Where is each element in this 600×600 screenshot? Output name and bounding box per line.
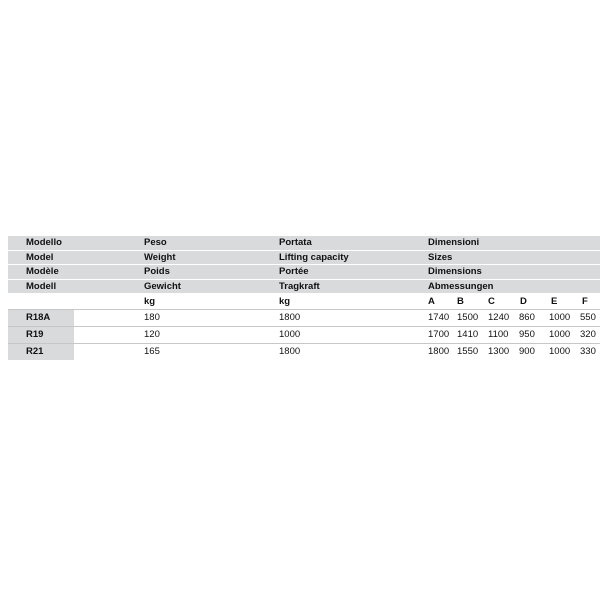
dim-f-value: 550 bbox=[580, 312, 596, 323]
header-model-label: Model bbox=[26, 251, 54, 263]
weight-value: 165 bbox=[144, 346, 160, 357]
header-row-italian bbox=[8, 236, 600, 251]
header-weight-label: Poids bbox=[144, 266, 170, 277]
dimension-letter-a: A bbox=[428, 296, 435, 307]
header-capacity-label: Portata bbox=[279, 237, 312, 248]
dim-f-value: 320 bbox=[580, 329, 596, 340]
header-weight-label: Gewicht bbox=[144, 280, 181, 292]
header-row-german bbox=[8, 280, 600, 294]
model-name: R18A bbox=[26, 312, 51, 323]
header-capacity-label: Tragkraft bbox=[279, 280, 320, 292]
dim-f-value: 330 bbox=[580, 346, 596, 357]
header-model-label: Modell bbox=[26, 280, 57, 292]
dimension-letter-f: F bbox=[582, 296, 588, 307]
dim-a-value: 1800 bbox=[428, 346, 450, 357]
table-row bbox=[8, 310, 600, 326]
dim-d-value: 900 bbox=[519, 346, 535, 357]
header-row-french bbox=[8, 265, 600, 280]
header-dimensions-label: Dimensions bbox=[428, 266, 482, 277]
dim-e-value: 1000 bbox=[549, 312, 571, 323]
dim-b-value: 1410 bbox=[457, 329, 479, 340]
header-model-label: Modèle bbox=[26, 266, 59, 277]
dimension-letter-d: D bbox=[520, 296, 527, 307]
header-capacity-label: Portée bbox=[279, 266, 309, 277]
dim-b-value: 1550 bbox=[457, 346, 479, 357]
header-dimensions-label: Dimensioni bbox=[428, 237, 480, 248]
units-row bbox=[8, 293, 600, 309]
weight-unit: kg bbox=[144, 296, 156, 307]
dim-a-value: 1740 bbox=[428, 312, 450, 323]
capacity-value: 1000 bbox=[279, 329, 301, 340]
header-weight-label: Peso bbox=[144, 237, 167, 248]
dim-c-value: 1300 bbox=[488, 346, 510, 357]
weight-value: 120 bbox=[144, 329, 160, 340]
specification-table bbox=[8, 236, 600, 360]
weight-value: 180 bbox=[144, 312, 160, 323]
header-dimensions-label: Abmessungen bbox=[428, 280, 494, 292]
capacity-unit: kg bbox=[279, 296, 291, 307]
dim-e-value: 1000 bbox=[549, 346, 571, 357]
model-name: R21 bbox=[26, 346, 44, 357]
dimension-letter-c: C bbox=[488, 296, 495, 307]
capacity-value: 1800 bbox=[279, 312, 301, 323]
dim-d-value: 950 bbox=[519, 329, 535, 340]
dimension-letter-e: E bbox=[551, 296, 558, 307]
dim-d-value: 860 bbox=[519, 312, 535, 323]
dim-b-value: 1500 bbox=[457, 312, 479, 323]
header-weight-label: Weight bbox=[144, 251, 176, 263]
capacity-value: 1800 bbox=[279, 346, 301, 357]
table-header bbox=[8, 236, 600, 293]
dim-e-value: 1000 bbox=[549, 329, 571, 340]
header-capacity-label: Lifting capacity bbox=[279, 251, 349, 263]
table-row bbox=[8, 344, 600, 360]
model-name: R19 bbox=[26, 329, 44, 340]
header-row-english bbox=[8, 251, 600, 266]
dim-c-value: 1240 bbox=[488, 312, 510, 323]
header-dimensions-label: Sizes bbox=[428, 251, 453, 263]
table-row bbox=[8, 327, 600, 343]
dim-c-value: 1100 bbox=[488, 329, 509, 340]
header-model-label: Modello bbox=[26, 237, 62, 248]
dim-a-value: 1700 bbox=[428, 329, 450, 340]
dimension-letter-b: B bbox=[457, 296, 464, 307]
